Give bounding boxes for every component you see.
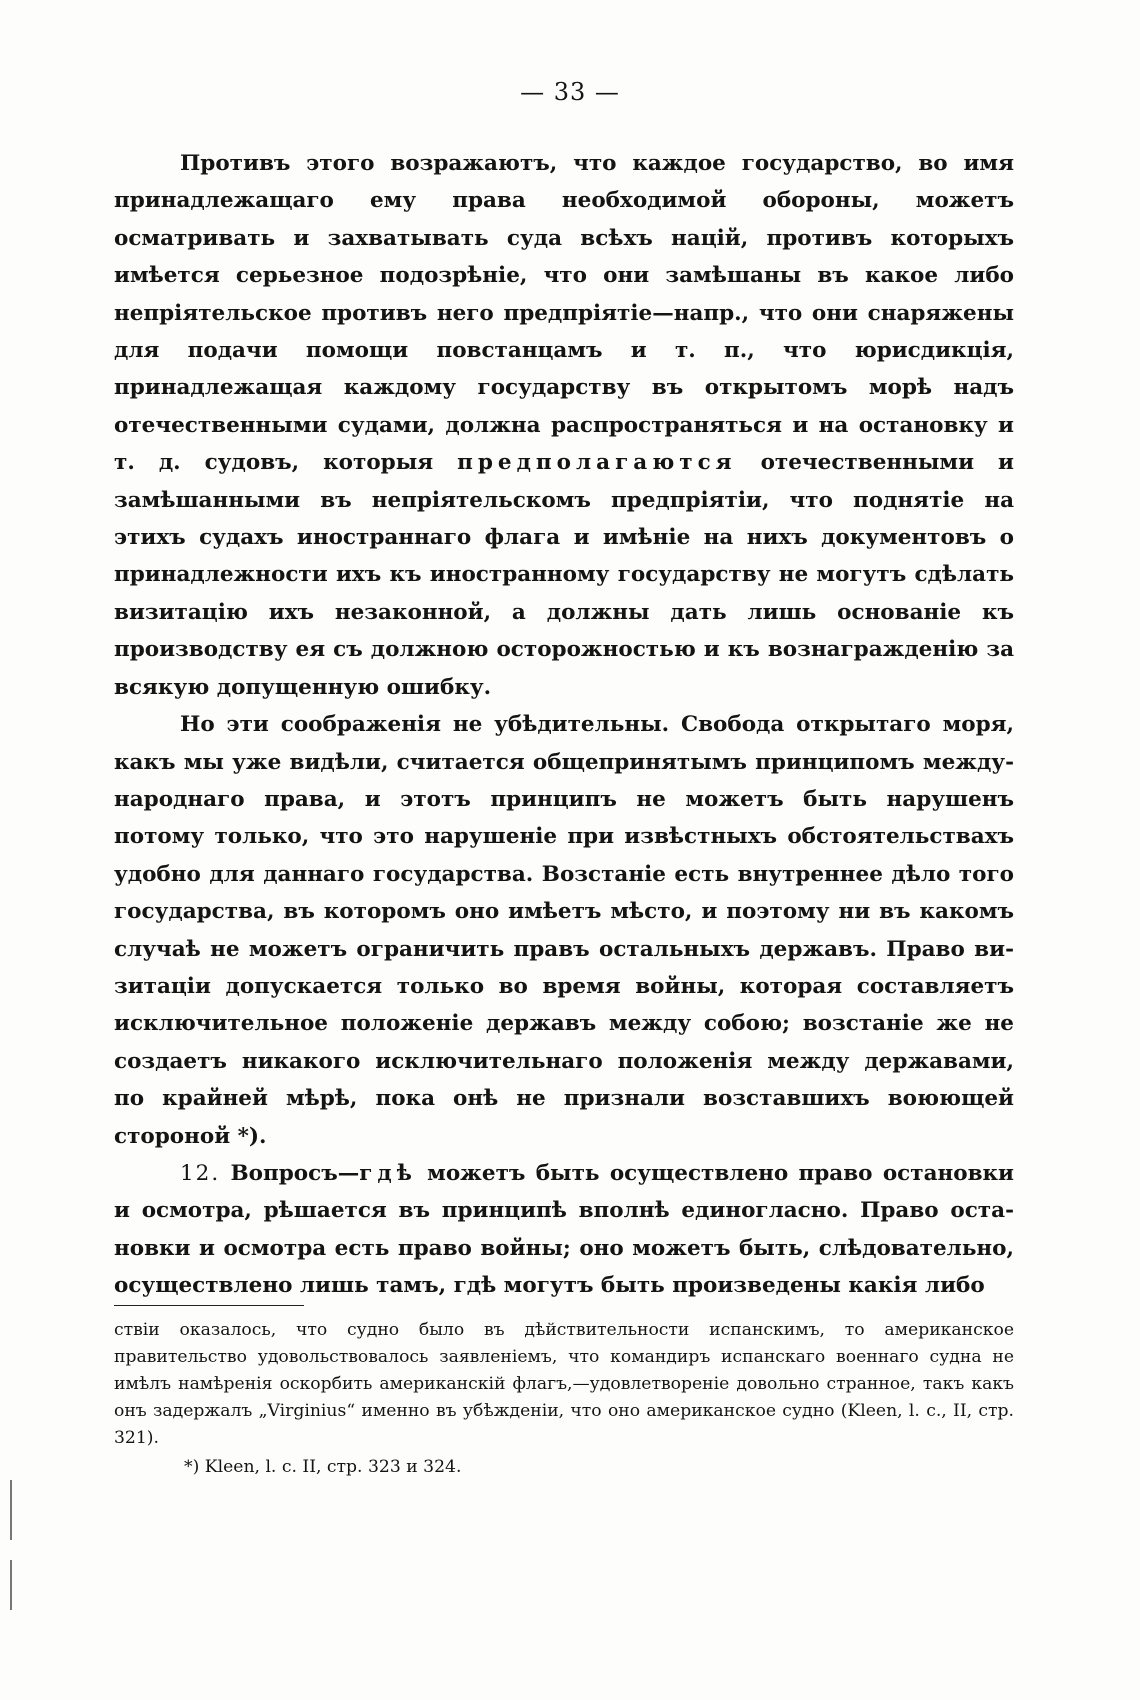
margin-scan-mark: [10, 1560, 12, 1610]
footnote-divider: [114, 1305, 304, 1306]
margin-scan-mark: [10, 1480, 12, 1540]
emphasized-word: гдѣ: [359, 1160, 417, 1186]
emphasized-word: предполагаются: [457, 450, 737, 476]
paragraph-text: отечественными и замѣшанными въ непріятельскомъ предпріятіи, что поднятіе на этихъ судахъ иностраннаго флага и имѣніе на нихъ документовъ о принадлежности ихъ къ иностранному государству не могутъ сдѣлать визитацію ихъ незаконной, а должны дать лишь основаніе къ производству ея съ должною осторожностью и къ вознагражденію за всякую допущенную ошибку.: [114, 450, 1014, 700]
paragraph-text: Противъ этого возражаютъ, что каждое государство, во имя принадлежащаго ему права необходимой обороны, можетъ осматривать и захватывать суда всѣхъ націй, противъ которыхъ имѣется серьезное подозрѣніе, что они замѣшаны въ какое либо непріятельское противъ него предпріятіе—напр., что они снаряжены для подачи помощи повстанцамъ и т. п., что юрисдикція, принадлежащая каждому государству въ открытомъ морѣ надъ отечественными судами, должна распространяться и на остановку и т. д. судовъ, которыя: [114, 151, 1014, 476]
main-text: [114, 145, 1014, 1305]
page-number: — 33 —: [520, 78, 620, 106]
footnote-continuation: ствіи оказалось, что судно было въ дѣйствительности испанскимъ, то американское правительство удовольствовалось заявленіемъ, что командиръ испанскаго военнаго судна не имѣлъ намѣренія оскорбить американскій флагъ,—удовлетвореніе довольно странное, такъ какъ онъ задержалъ „Virginius“ именно въ убѣжденіи, что оно американское судно (Kleen, l. c., II, стр. 321).: [114, 1320, 1014, 1448]
paragraph-rebuttal: Но эти соображенія не убѣдительны. Свобода открытаго моря, какъ мы уже видѣли, считается общепринятымъ принципомъ международнаго права, и этотъ принципъ не можетъ быть нарушенъ потому только, что это нарушеніе при извѣстныхъ обстоятельствахъ удобно для даннаго государства. Возстаніе есть внутреннее дѣло того государства, въ которомъ оно имѣетъ мѣсто, и поэтому ни въ какомъ случаѣ не можетъ ограничить правъ остальныхъ державъ. Право визитаціи допускается только во время войны, которая составляетъ исключительное положеніе державъ между собою; возстаніе же не создаетъ никакого исключительнаго положенія между державами, по крайней мѣрѣ, пока онѣ не признали возставшихъ воюющей стороной *).: [114, 712, 1014, 1149]
paragraph-objection: [114, 145, 1014, 706]
paragraph-text: Вопросъ—: [220, 1160, 360, 1186]
footnote-ref: *) Kleen, l. c. II, стр. 323 и 324.: [184, 1457, 462, 1477]
paragraph-number: 12.: [180, 1160, 221, 1186]
paragraph-text: можетъ быть осуществлено право остановки и осмотра, рѣшается въ принципѣ вполнѣ единогласно. Право остановки и осмотра есть право войны; оно можетъ быть, слѣдовательно, осуществлено лишь тамъ, гдѣ могутъ быть произведены какія либо: [114, 1160, 1014, 1299]
paragraph-12: [114, 1155, 1014, 1305]
footnotes: [114, 1317, 1014, 1481]
